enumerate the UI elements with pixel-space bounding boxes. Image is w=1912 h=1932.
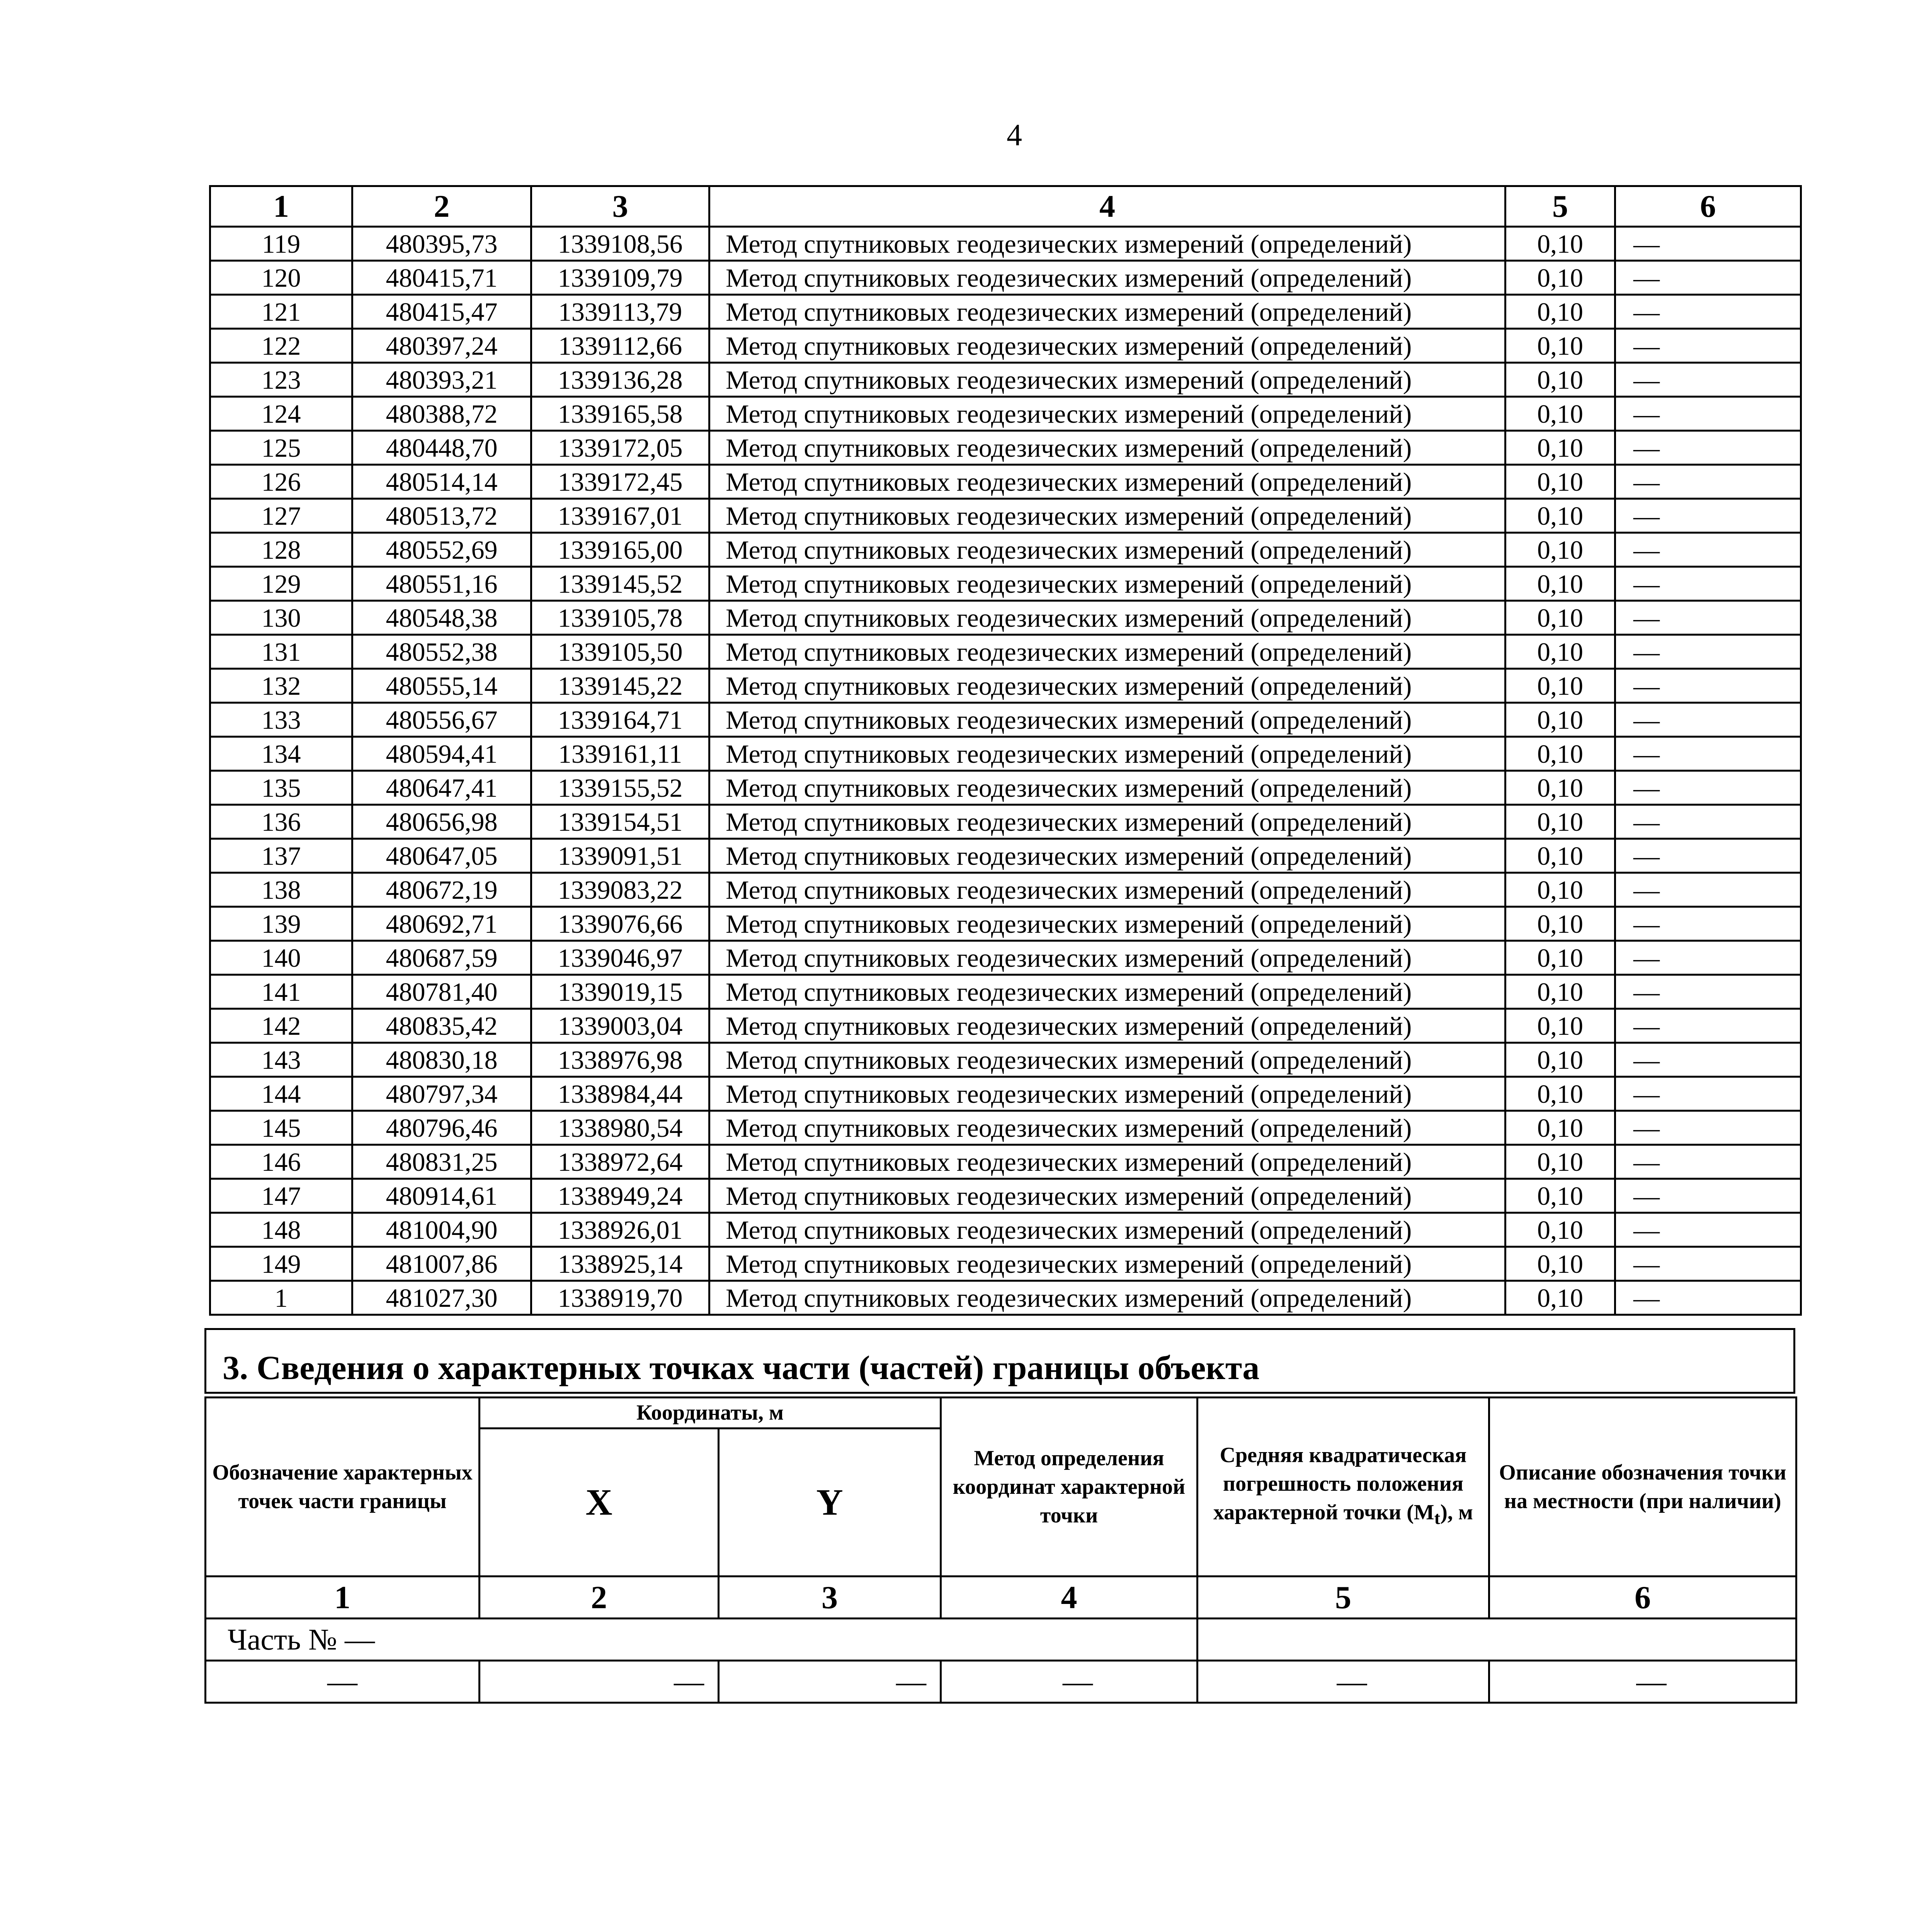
method-cell: Метод спутниковых геодезических измерений (определений): [709, 261, 1505, 295]
point-number-cell: 149: [210, 1247, 352, 1281]
y-coordinate-cell: 1338980,54: [531, 1111, 709, 1145]
y-coordinate-cell: 1339083,22: [531, 873, 709, 907]
method-header: Метод определения координат характерной точки: [941, 1398, 1198, 1577]
column-number-header: 2: [352, 186, 531, 227]
y-coordinate-cell: 1339019,15: [531, 975, 709, 1009]
point-number-cell: 127: [210, 499, 352, 533]
x-coordinate-cell: 480796,46: [352, 1111, 531, 1145]
method-cell: Метод спутниковых геодезических измерений (определений): [709, 873, 1505, 907]
description-cell: —: [1615, 1179, 1801, 1213]
description-cell: —: [1615, 601, 1801, 635]
accuracy-cell: 0,10: [1505, 839, 1615, 873]
accuracy-header-tail: ), м: [1440, 1500, 1473, 1525]
table-row: [210, 1111, 1801, 1145]
y-coordinate-cell: 1338972,64: [531, 1145, 709, 1179]
table-row: [210, 431, 1801, 465]
accuracy-cell: 0,10: [1505, 295, 1615, 329]
accuracy-cell: 0,10: [1505, 703, 1615, 737]
y-coordinate-cell: 1339155,52: [531, 771, 709, 805]
part-boundary-points-table: [204, 1396, 1797, 1704]
x-coordinate-cell: 480830,18: [352, 1043, 531, 1077]
point-number-cell: 139: [210, 907, 352, 941]
y-header: Y: [719, 1428, 941, 1576]
point-number-cell: 141: [210, 975, 352, 1009]
table-row: [210, 499, 1801, 533]
accuracy-cell: 0,10: [1505, 1043, 1615, 1077]
method-cell: Метод спутниковых геодезических измерений (определений): [709, 1043, 1505, 1077]
x-coordinate-cell: 480514,14: [352, 465, 531, 499]
table-row: [210, 805, 1801, 839]
y-coordinate-cell: 1338949,24: [531, 1179, 709, 1213]
method-cell: Метод спутниковых геодезических измерений (определений): [709, 635, 1505, 669]
dash-cell: —: [206, 1661, 480, 1703]
x-coordinate-cell: 480914,61: [352, 1179, 531, 1213]
table-row: [210, 567, 1801, 601]
description-cell: —: [1615, 839, 1801, 873]
x-coordinate-cell: 480835,42: [352, 1009, 531, 1043]
point-number-cell: 148: [210, 1213, 352, 1247]
point-number-cell: 132: [210, 669, 352, 703]
x-coordinate-cell: 480672,19: [352, 873, 531, 907]
y-coordinate-cell: 1339145,52: [531, 567, 709, 601]
accuracy-cell: 0,10: [1505, 873, 1615, 907]
point-number-cell: 137: [210, 839, 352, 873]
point-number-cell: 146: [210, 1145, 352, 1179]
y-coordinate-cell: 1339109,79: [531, 261, 709, 295]
x-coordinate-cell: 480656,98: [352, 805, 531, 839]
x-coordinate-cell: 480552,38: [352, 635, 531, 669]
table-row: [210, 329, 1801, 363]
method-cell: Метод спутниковых геодезических измерений (определений): [709, 1077, 1505, 1111]
y-coordinate-cell: 1338925,14: [531, 1247, 709, 1281]
dash-cell: —: [719, 1661, 941, 1703]
column-number: 4: [941, 1577, 1198, 1619]
description-cell: —: [1615, 941, 1801, 975]
description-cell: —: [1615, 805, 1801, 839]
x-coordinate-cell: 480551,16: [352, 567, 531, 601]
boundary-points-table: [209, 185, 1802, 1316]
description-cell: —: [1615, 567, 1801, 601]
description-cell: —: [1615, 1043, 1801, 1077]
accuracy-cell: 0,10: [1505, 669, 1615, 703]
table-row: [210, 873, 1801, 907]
accuracy-cell: 0,10: [1505, 1247, 1615, 1281]
accuracy-cell: 0,10: [1505, 533, 1615, 567]
column-number: 1: [206, 1577, 480, 1619]
description-cell: —: [1615, 397, 1801, 431]
point-number-cell: 142: [210, 1009, 352, 1043]
accuracy-cell: 0,10: [1505, 363, 1615, 397]
method-cell: Метод спутниковых геодезических измерений (определений): [709, 839, 1505, 873]
x-coordinate-cell: 480388,72: [352, 397, 531, 431]
table-row: [210, 1145, 1801, 1179]
method-cell: Метод спутниковых геодезических измерений (определений): [709, 1145, 1505, 1179]
y-coordinate-cell: 1338984,44: [531, 1077, 709, 1111]
method-cell: Метод спутниковых геодезических измерений (определений): [709, 533, 1505, 567]
table-row: [210, 669, 1801, 703]
description-cell: —: [1615, 975, 1801, 1009]
y-coordinate-cell: 1339003,04: [531, 1009, 709, 1043]
table-row: [210, 465, 1801, 499]
table-row: [210, 601, 1801, 635]
y-coordinate-cell: 1339161,11: [531, 737, 709, 771]
y-coordinate-cell: 1339167,01: [531, 499, 709, 533]
method-cell: Метод спутниковых геодезических измерений (определений): [709, 465, 1505, 499]
y-coordinate-cell: 1339164,71: [531, 703, 709, 737]
x-coordinate-cell: 480831,25: [352, 1145, 531, 1179]
table-row: [210, 635, 1801, 669]
point-number-cell: 128: [210, 533, 352, 567]
parts-header-row: [206, 1398, 1796, 1429]
accuracy-cell: 0,10: [1505, 1111, 1615, 1145]
method-cell: Метод спутниковых геодезических измерений (определений): [709, 1009, 1505, 1043]
point-number-cell: 147: [210, 1179, 352, 1213]
accuracy-cell: 0,10: [1505, 261, 1615, 295]
dash-cell: —: [1489, 1661, 1796, 1703]
method-cell: Метод спутниковых геодезических измерений (определений): [709, 1247, 1505, 1281]
column-number-header: 4: [709, 186, 1505, 227]
table-row: [210, 1213, 1801, 1247]
y-coordinate-cell: 1339172,05: [531, 431, 709, 465]
y-coordinate-cell: 1339172,45: [531, 465, 709, 499]
accuracy-cell: 0,10: [1505, 1009, 1615, 1043]
description-cell: —: [1615, 873, 1801, 907]
x-coordinate-cell: 480647,05: [352, 839, 531, 873]
part-label-row: [206, 1619, 1796, 1661]
description-cell: —: [1615, 261, 1801, 295]
point-number-cell: 119: [210, 227, 352, 261]
description-cell: —: [1615, 227, 1801, 261]
y-coordinate-cell: 1339165,58: [531, 397, 709, 431]
dash-cell: —: [480, 1661, 719, 1703]
description-cell: —: [1615, 1111, 1801, 1145]
point-number-cell: 145: [210, 1111, 352, 1145]
table-row: [210, 1009, 1801, 1043]
part-label-empty-cell: [1198, 1619, 1796, 1661]
part-label: Часть № —: [206, 1619, 1198, 1661]
table-row: [210, 1281, 1801, 1315]
accuracy-cell: 0,10: [1505, 907, 1615, 941]
accuracy-cell: 0,10: [1505, 227, 1615, 261]
accuracy-cell: 0,10: [1505, 1077, 1615, 1111]
y-coordinate-cell: 1339112,66: [531, 329, 709, 363]
x-coordinate-cell: 480781,40: [352, 975, 531, 1009]
point-number-cell: 129: [210, 567, 352, 601]
y-coordinate-cell: 1339145,22: [531, 669, 709, 703]
x-header: X: [480, 1428, 719, 1576]
y-coordinate-cell: 1338919,70: [531, 1281, 709, 1315]
description-cell: —: [1615, 1009, 1801, 1043]
accuracy-cell: 0,10: [1505, 567, 1615, 601]
method-cell: Метод спутниковых геодезических измерений (определений): [709, 1179, 1505, 1213]
table-row: [210, 975, 1801, 1009]
table-row: [210, 227, 1801, 261]
x-coordinate-cell: 480415,71: [352, 261, 531, 295]
x-coordinate-cell: 480552,69: [352, 533, 531, 567]
method-cell: Метод спутниковых геодезических измерений (определений): [709, 703, 1505, 737]
method-cell: Метод спутниковых геодезических измерений (определений): [709, 363, 1505, 397]
accuracy-header-subscript: t: [1434, 1508, 1441, 1529]
y-coordinate-cell: 1339136,28: [531, 363, 709, 397]
point-number-cell: 131: [210, 635, 352, 669]
method-cell: Метод спутниковых геодезических измерений (определений): [709, 329, 1505, 363]
dash-cell: —: [1198, 1661, 1489, 1703]
method-cell: Метод спутниковых геодезических измерений (определений): [709, 669, 1505, 703]
x-coordinate-cell: 480513,72: [352, 499, 531, 533]
point-number-cell: 133: [210, 703, 352, 737]
x-coordinate-cell: 480555,14: [352, 669, 531, 703]
point-number-cell: 124: [210, 397, 352, 431]
method-cell: Метод спутниковых геодезических измерений (определений): [709, 1213, 1505, 1247]
method-cell: Метод спутниковых геодезических измерений (определений): [709, 431, 1505, 465]
description-cell: —: [1615, 669, 1801, 703]
table-row: [210, 941, 1801, 975]
method-cell: Метод спутниковых геодезических измерений (определений): [709, 907, 1505, 941]
x-coordinate-cell: 480687,59: [352, 941, 531, 975]
method-cell: Метод спутниковых геодезических измерений (определений): [709, 601, 1505, 635]
accuracy-cell: 0,10: [1505, 431, 1615, 465]
method-cell: Метод спутниковых геодезических измерений (определений): [709, 1111, 1505, 1145]
table-row: [210, 1247, 1801, 1281]
table-row: [210, 703, 1801, 737]
column-number-header-row: [210, 186, 1801, 227]
method-cell: Метод спутниковых геодезических измерений (определений): [709, 499, 1505, 533]
column-number: 5: [1198, 1577, 1489, 1619]
y-coordinate-cell: 1338926,01: [531, 1213, 709, 1247]
coordinates-header: Координаты, м: [480, 1398, 941, 1429]
point-number-cell: 125: [210, 431, 352, 465]
accuracy-cell: 0,10: [1505, 1281, 1615, 1315]
point-number-cell: 120: [210, 261, 352, 295]
accuracy-cell: 0,10: [1505, 737, 1615, 771]
accuracy-cell: 0,10: [1505, 1179, 1615, 1213]
method-cell: Метод спутниковых геодезических измерений (определений): [709, 295, 1505, 329]
accuracy-cell: 0,10: [1505, 771, 1615, 805]
description-cell: —: [1615, 363, 1801, 397]
accuracy-header-text: Средняя квадратическая погрешность положения характерной точки (M: [1213, 1443, 1467, 1525]
column-number-header: 3: [531, 186, 709, 227]
y-coordinate-cell: 1339113,79: [531, 295, 709, 329]
description-cell: —: [1615, 1077, 1801, 1111]
table-row: [210, 295, 1801, 329]
table-row: [210, 397, 1801, 431]
table-row: [210, 839, 1801, 873]
method-cell: Метод спутниковых геодезических измерений (определений): [709, 567, 1505, 601]
accuracy-cell: 0,10: [1505, 329, 1615, 363]
description-cell: —: [1615, 1145, 1801, 1179]
table-row: [210, 1077, 1801, 1111]
point-number-cell: 134: [210, 737, 352, 771]
x-coordinate-cell: 480415,47: [352, 295, 531, 329]
table-row: [210, 907, 1801, 941]
accuracy-cell: 0,10: [1505, 397, 1615, 431]
description-cell: —: [1615, 635, 1801, 669]
y-coordinate-cell: 1339091,51: [531, 839, 709, 873]
y-coordinate-cell: 1339076,66: [531, 907, 709, 941]
x-coordinate-cell: 480548,38: [352, 601, 531, 635]
x-coordinate-cell: 480395,73: [352, 227, 531, 261]
column-number: 3: [719, 1577, 941, 1619]
x-coordinate-cell: 480692,71: [352, 907, 531, 941]
column-number: 2: [480, 1577, 719, 1619]
x-coordinate-cell: 481027,30: [352, 1281, 531, 1315]
y-coordinate-cell: 1339046,97: [531, 941, 709, 975]
accuracy-cell: 0,10: [1505, 941, 1615, 975]
description-cell: —: [1615, 737, 1801, 771]
method-cell: Метод спутниковых геодезических измерений (определений): [709, 737, 1505, 771]
point-number-cell: 143: [210, 1043, 352, 1077]
description-cell: —: [1615, 431, 1801, 465]
accuracy-cell: 0,10: [1505, 601, 1615, 635]
description-cell: —: [1615, 295, 1801, 329]
point-number-cell: 140: [210, 941, 352, 975]
x-coordinate-cell: 480797,34: [352, 1077, 531, 1111]
description-cell: —: [1615, 1281, 1801, 1315]
y-coordinate-cell: 1339105,50: [531, 635, 709, 669]
column-number-header: 6: [1615, 186, 1801, 227]
y-coordinate-cell: 1338976,98: [531, 1043, 709, 1077]
point-number-cell: 138: [210, 873, 352, 907]
table-row: [210, 261, 1801, 295]
table-row: [210, 1179, 1801, 1213]
accuracy-cell: 0,10: [1505, 805, 1615, 839]
table-row: [210, 1043, 1801, 1077]
point-number-cell: 123: [210, 363, 352, 397]
accuracy-cell: 0,10: [1505, 1145, 1615, 1179]
section3-title-box: [204, 1328, 1795, 1394]
column-number: 6: [1489, 1577, 1796, 1619]
x-coordinate-cell: 481004,90: [352, 1213, 531, 1247]
accuracy-header: [1198, 1398, 1489, 1577]
description-header: Описание обозначения точки на местности (при наличии): [1489, 1398, 1796, 1577]
method-cell: Метод спутниковых геодезических измерений (определений): [709, 975, 1505, 1009]
point-number-cell: 121: [210, 295, 352, 329]
part-dash-row: [206, 1661, 1796, 1703]
method-cell: Метод спутниковых геодезических измерений (определений): [709, 397, 1505, 431]
method-cell: Метод спутниковых геодезических измерений (определений): [709, 805, 1505, 839]
description-cell: —: [1615, 1247, 1801, 1281]
method-cell: Метод спутниковых геодезических измерений (определений): [709, 227, 1505, 261]
x-coordinate-cell: 480647,41: [352, 771, 531, 805]
point-number-cell: 126: [210, 465, 352, 499]
x-coordinate-cell: 480594,41: [352, 737, 531, 771]
method-cell: Метод спутниковых геодезических измерений (определений): [709, 1281, 1505, 1315]
points-table-body: [210, 227, 1801, 1315]
parts-column-number-row: [206, 1577, 1796, 1619]
point-number-cell: 135: [210, 771, 352, 805]
description-cell: —: [1615, 1213, 1801, 1247]
description-cell: —: [1615, 703, 1801, 737]
x-coordinate-cell: 481007,86: [352, 1247, 531, 1281]
x-coordinate-cell: 480556,67: [352, 703, 531, 737]
point-number-cell: 1: [210, 1281, 352, 1315]
accuracy-cell: 0,10: [1505, 635, 1615, 669]
designation-header: Обозначение характерных точек части границы: [206, 1398, 480, 1577]
point-number-cell: 130: [210, 601, 352, 635]
point-number-cell: 144: [210, 1077, 352, 1111]
table-row: [210, 771, 1801, 805]
page-number: 4: [1007, 118, 1022, 152]
table-row: [210, 737, 1801, 771]
x-coordinate-cell: 480397,24: [352, 329, 531, 363]
description-cell: —: [1615, 771, 1801, 805]
section3-title: 3. Сведения о характерных точках части (частей) границы объекта: [223, 1349, 1260, 1387]
method-cell: Метод спутниковых геодезических измерений (определений): [709, 941, 1505, 975]
accuracy-cell: 0,10: [1505, 975, 1615, 1009]
description-cell: —: [1615, 533, 1801, 567]
description-cell: —: [1615, 907, 1801, 941]
description-cell: —: [1615, 499, 1801, 533]
column-number-header: 5: [1505, 186, 1615, 227]
point-number-cell: 122: [210, 329, 352, 363]
accuracy-cell: 0,10: [1505, 1213, 1615, 1247]
y-coordinate-cell: 1339108,56: [531, 227, 709, 261]
point-number-cell: 136: [210, 805, 352, 839]
description-cell: —: [1615, 465, 1801, 499]
y-coordinate-cell: 1339105,78: [531, 601, 709, 635]
table-row: [210, 533, 1801, 567]
y-coordinate-cell: 1339154,51: [531, 805, 709, 839]
x-coordinate-cell: 480448,70: [352, 431, 531, 465]
description-cell: —: [1615, 329, 1801, 363]
x-coordinate-cell: 480393,21: [352, 363, 531, 397]
column-number-header: 1: [210, 186, 352, 227]
table-row: [210, 363, 1801, 397]
dash-cell: —: [941, 1661, 1198, 1703]
y-coordinate-cell: 1339165,00: [531, 533, 709, 567]
method-cell: Метод спутниковых геодезических измерений (определений): [709, 771, 1505, 805]
accuracy-cell: 0,10: [1505, 465, 1615, 499]
accuracy-cell: 0,10: [1505, 499, 1615, 533]
